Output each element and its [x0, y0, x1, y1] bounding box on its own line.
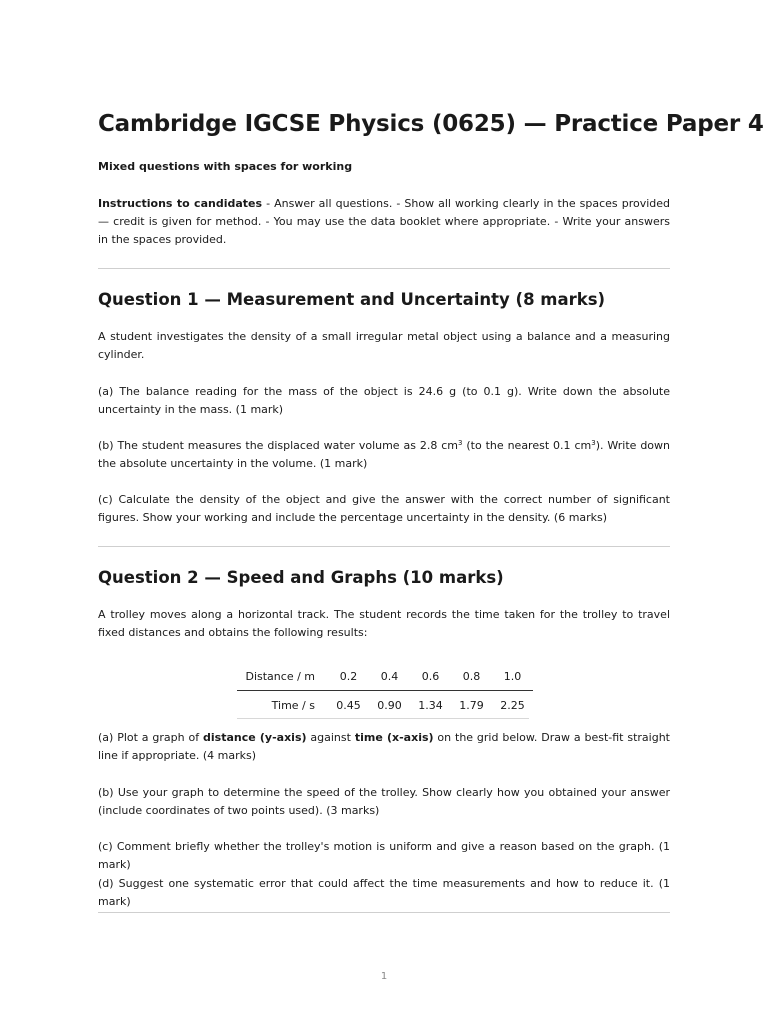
table-row: [237, 691, 533, 720]
question-1c: (c) Calculate the density of the object and give the answer with the correct number of significant figures. Show your working and include the percentage uncertainty in the density. (6 marks): [98, 493, 670, 524]
table-cell: 0.4: [369, 662, 410, 691]
question-2a-bold-2: time (x-axis): [354, 731, 434, 744]
page-number: 1: [380, 971, 388, 982]
results-table: [237, 662, 533, 719]
question-2a-text-2: against: [306, 731, 355, 744]
question-2b: (b) Use your graph to determine the speed of the trolley. Show clearly how you obtained your answer (include coordinates of two points used). (3 marks): [98, 786, 670, 817]
table-cell: 1.0: [492, 662, 533, 691]
question-1a: (a) The balance reading for the mass of the object is 24.6 g (to 0.1 g). Write down the absolute uncertainty in the mass. (1 mark): [98, 385, 670, 416]
question-1b-text-2: (to the nearest 0.1 cm: [462, 439, 592, 452]
question-2a-bold-1: distance (y-axis): [203, 731, 307, 744]
table-cell: 0.90: [377, 698, 402, 712]
divider: [98, 546, 670, 547]
table-row: [237, 662, 533, 691]
question-1b-text-1: (b) The student measures the displaced water volume as 2.8 cm: [98, 439, 459, 452]
table-cell: 0.45: [336, 698, 361, 712]
instructions-label: Instructions to candidates: [98, 197, 263, 210]
divider: [98, 912, 670, 913]
question-1b-text-3: ). Write down the absolute uncertainty in the volume. (1 mark): [98, 439, 670, 470]
page-subtitle: Mixed questions with spaces for working: [98, 160, 353, 173]
question-1-heading: Question 1 — Measurement and Uncertainty (8 marks): [98, 290, 606, 309]
table-row-label: Time / s: [271, 698, 315, 712]
question-2d: (d) Suggest one systematic error that could affect the time measurements and how to reduce it. (1 mark): [98, 877, 670, 908]
table-cell: 2.25: [500, 698, 525, 712]
question-1-intro: A student investigates the density of a small irregular metal object using a balance and a measuring cylinder.: [98, 330, 670, 361]
superscript-3: 3: [458, 439, 463, 447]
table-cell: 0.8: [451, 662, 492, 691]
divider: [98, 268, 670, 269]
question-2-heading: Question 2 — Speed and Graphs (10 marks): [98, 568, 504, 587]
instructions-text: - Answer all questions. - Show all working clearly in the spaces provided — credit is given for method. - You may use the data booklet where appropriate. - Write your answers in the spaces provided.: [98, 197, 670, 246]
table-cell: 1.79: [459, 698, 484, 712]
question-1b: [98, 437, 670, 473]
table-bottom-rule: [237, 718, 529, 719]
question-2-intro: A trolley moves along a horizontal track. The student records the time taken for the trolley to travel fixed distances and obtains the following results:: [98, 608, 670, 639]
question-2a-text-3: on the grid below. Draw a best-fit straight line if appropriate. (4 marks): [98, 731, 670, 762]
table-cell: 0.6: [410, 662, 451, 691]
table-cell: 0.2: [328, 662, 369, 691]
question-2a-text-1: (a) Plot a graph of: [98, 731, 203, 744]
page-title: Cambridge IGCSE Physics (0625) — Practice Paper 4: [98, 111, 764, 137]
instructions: [98, 195, 670, 249]
superscript-3: 3: [591, 439, 596, 447]
table-row-label: Distance / m: [237, 662, 328, 691]
table-cell: 1.34: [418, 698, 443, 712]
question-2a: [98, 729, 670, 765]
question-2c: (c) Comment briefly whether the trolley's motion is uniform and give a reason based on the graph. (1 mark): [98, 840, 670, 871]
